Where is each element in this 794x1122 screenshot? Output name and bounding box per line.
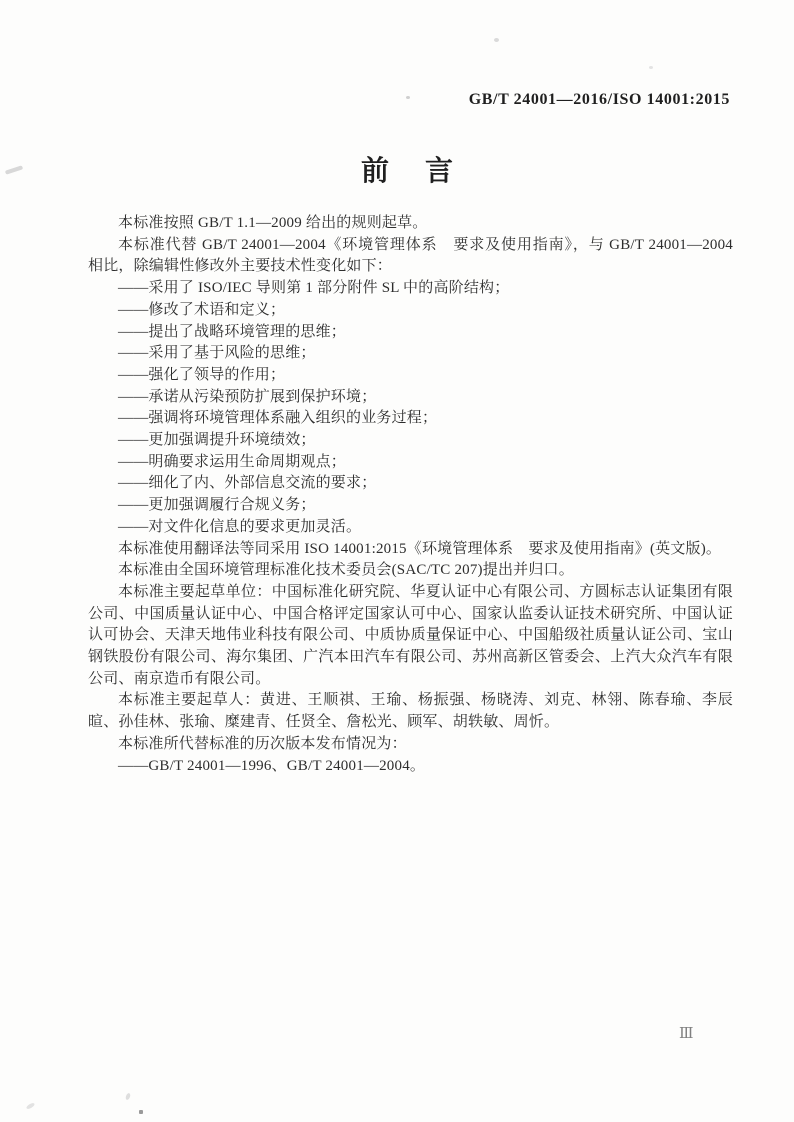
change-list-item: ——采用了 ISO/IEC 导则第 1 部分附件 SL 中的高阶结构； — [118, 280, 510, 297]
scan-speckle — [26, 1102, 36, 1110]
paragraph: 本标准主要起草人：黄进、王顺祺、王瑜、杨振强、杨晓涛、刘克、林翎、陈春瑜、李辰暄、孙佳林、张瑜、糜建青、任贤全、詹松光、顾军、胡轶敏、周忻。 — [88, 692, 733, 731]
change-list-item: ——更加强调履行合规义务； — [118, 497, 316, 514]
scan-speckle — [5, 165, 23, 174]
paragraph: 本标准使用翻译法等同采用 ISO 14001:2015《环境管理体系 要求及使用指南》(英文版)。 — [118, 540, 722, 557]
paragraph: 本标准主要起草单位：中国标准化研究院、华夏认证中心有限公司、方圆标志认证集团有限公司、中国质量认证中心、中国合格评定国家认可中心、国家认监委认证技术研究所、中国认证认可协会、天津天地伟业科技有限公司、中质协质量保证中心、中国船级社质量认证公司、宝山钢铁股份有限公司、海尔集团、广汽本田汽车有限公司、苏州高新区管委会、上汽大众汽车有限公司、南京造币有限公司。 — [88, 583, 733, 687]
standard-code-header: GB/T 24001—2016/ISO 14001:2015 — [468, 91, 730, 108]
paragraph: 本标准所代替标准的历次版本发布情况为： — [118, 735, 407, 752]
change-list-item: ——更加强调提升环境绩效； — [118, 432, 316, 449]
document-body — [88, 213, 733, 777]
page-number: Ⅲ — [679, 1026, 694, 1042]
scan-speckle — [406, 96, 410, 99]
paragraph: 本标准按照 GB/T 1.1—2009 给出的规则起草。 — [118, 215, 428, 231]
paragraph: 本标准代替 GB/T 24001—2004《环境管理体系 要求及使用指南》，与 GB/T 24001—2004 相比，除编辑性修改外主要技术性变化如下： — [88, 236, 733, 275]
change-list-item: ——强调将环境管理体系融入组织的业务过程； — [118, 410, 438, 427]
paragraph: 本标准由全国环境管理标准化技术委员会(SAC/TC 207)提出并归口。 — [118, 562, 574, 579]
scan-speckle — [139, 1110, 143, 1114]
page-title: 前 言 — [360, 156, 457, 187]
change-list-item: ——采用了基于风险的思维； — [118, 345, 316, 362]
change-list-item: ——GB/T 24001—1996、GB/T 24001—2004。 — [118, 757, 426, 774]
change-list-item: ——修改了术语和定义； — [118, 301, 286, 318]
change-list-item: ——细化了内、外部信息交流的要求； — [118, 475, 377, 492]
change-list-item: ——承诺从污染预防扩展到保护环境； — [118, 388, 377, 405]
scan-speckle — [649, 66, 653, 69]
change-list-item: ——强化了领导的作用； — [118, 366, 286, 383]
change-list-item: ——明确要求运用生命周期观点； — [118, 453, 347, 470]
scan-speckle — [494, 38, 499, 42]
scan-speckle — [125, 1093, 131, 1101]
change-list-item: ——对文件化信息的要求更加灵活。 — [118, 518, 362, 535]
change-list-item: ——提出了战略环境管理的思维； — [118, 323, 347, 340]
